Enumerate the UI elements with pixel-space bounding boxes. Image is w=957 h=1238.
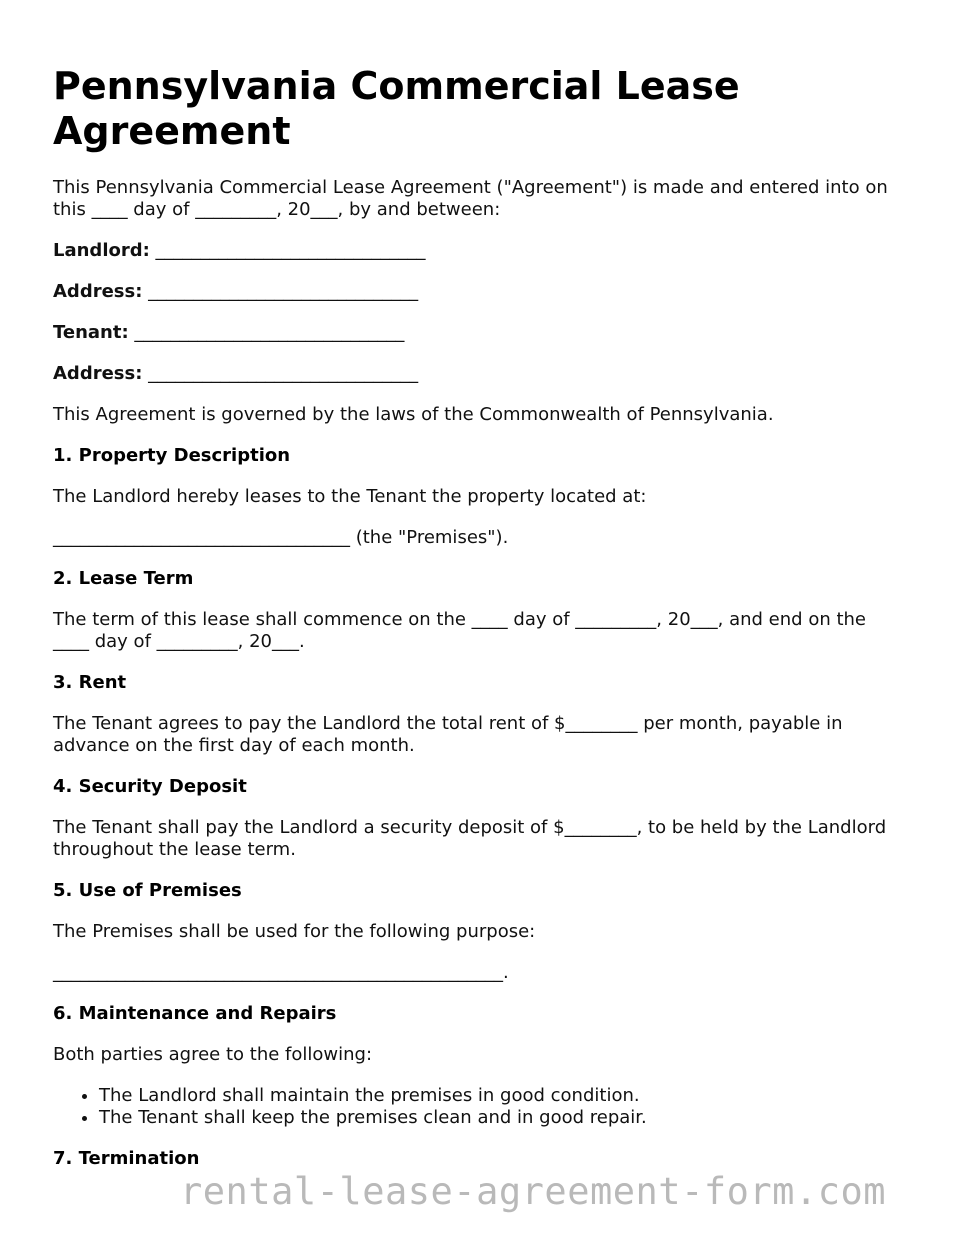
tenant-address-blank: ______________________________ [148, 363, 419, 384]
property-paragraph: The Landlord hereby leases to the Tenant the property located at: [53, 486, 647, 507]
tenant-label: Tenant: [53, 322, 129, 343]
intro-paragraph: This Pennsylvania Commercial Lease Agreement ("Agreement") is made and entered into on this ____ day of _________, 20___, by and between: [53, 177, 888, 220]
landlord-line [53, 240, 903, 262]
section-heading-maintenance: 6. Maintenance and Repairs [53, 1003, 337, 1024]
premises-blank-line: _________________________________ (the "Premises"). [53, 527, 509, 548]
watermark: rental-lease-agreement-form.com [180, 1170, 887, 1213]
use-of-premises-paragraph: The Premises shall be used for the following purpose: [53, 921, 536, 942]
section-heading-lease-term: 2. Lease Term [53, 568, 194, 589]
maintenance-paragraph: Both parties agree to the following: [53, 1044, 373, 1065]
rent-paragraph: The Tenant agrees to pay the Landlord the total rent of $________ per month, payable in advance on the first day of each month. [53, 713, 843, 756]
tenant-address-line [53, 363, 903, 385]
lease-term-paragraph: The term of this lease shall commence on the ____ day of _________, 20___, and end on the ____ day of _________, 20___. [53, 609, 866, 652]
security-deposit-paragraph: The Tenant shall pay the Landlord a security deposit of $________, to be held by the Landlord throughout the lease term. [53, 817, 887, 860]
section-heading-rent: 3. Rent [53, 672, 127, 693]
tenant-blank: ______________________________ [134, 322, 405, 343]
section-heading-property: 1. Property Description [53, 445, 291, 466]
section-heading-termination: 7. Termination [53, 1148, 200, 1169]
maintenance-list [53, 1085, 903, 1129]
purpose-blank-line: __________________________________________________. [53, 962, 509, 983]
document-page [53, 64, 903, 1189]
landlord-address-line [53, 281, 903, 303]
section-heading-security-deposit: 4. Security Deposit [53, 776, 247, 797]
list-item: • The Tenant shall keep the premises clean and in good repair. [99, 1107, 903, 1129]
landlord-address-blank: ______________________________ [148, 281, 419, 302]
landlord-blank: ______________________________ [155, 240, 426, 261]
governing-law-paragraph: This Agreement is governed by the laws of the Commonwealth of Pennsylvania. [53, 404, 774, 425]
list-item: • The Landlord shall maintain the premises in good condition. [99, 1085, 903, 1107]
document-title: Pennsylvania Commercial Lease Agreement [53, 64, 740, 153]
landlord-address-label: Address: [53, 281, 143, 302]
tenant-address-label: Address: [53, 363, 143, 384]
landlord-label: Landlord: [53, 240, 150, 261]
tenant-line [53, 322, 903, 344]
section-heading-use-of-premises: 5. Use of Premises [53, 880, 242, 901]
